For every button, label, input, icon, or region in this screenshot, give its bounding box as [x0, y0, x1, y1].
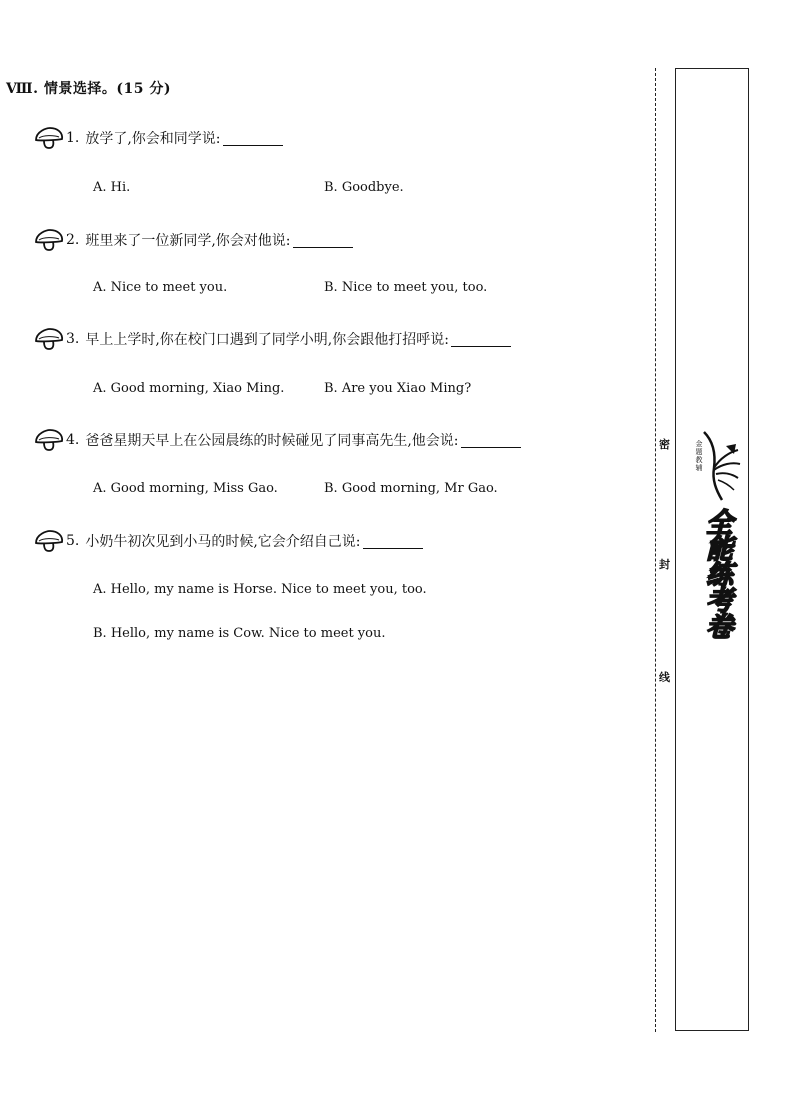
question-prompt: 小奶牛初次见到小马的时候,它会介绍自己说:: [85, 534, 361, 550]
question-number: 4.: [66, 432, 80, 448]
mushroom-icon: [34, 229, 64, 251]
section-title: Ⅷ. 情景选择。(15 分): [6, 81, 171, 97]
option-b[interactable]: B. Nice to meet you, too.: [324, 280, 488, 295]
margin-label-mi: 密: [659, 438, 670, 451]
question-2: [34, 228, 353, 252]
option-b[interactable]: B. Goodbye.: [324, 180, 404, 195]
question-4: [34, 428, 521, 452]
question-number: 2.: [66, 232, 80, 248]
option-a[interactable]: A. Hello, my name is Horse. Nice to meet you, too.: [93, 582, 427, 597]
option-a[interactable]: A. Nice to meet you.: [93, 280, 228, 295]
question-prompt: 爸爸星期天早上在公园晨练的时候碰见了同事高先生,他会说:: [85, 433, 459, 449]
margin-label-xian: 线: [659, 671, 670, 684]
option-a[interactable]: A. Good morning, Miss Gao.: [93, 481, 278, 496]
binding-dashed-line: [655, 68, 656, 1032]
question-3: [34, 327, 511, 351]
question-prompt: 放学了,你会和同学说:: [85, 131, 221, 147]
answer-blank[interactable]: [223, 131, 283, 146]
answer-blank[interactable]: [461, 433, 521, 448]
option-a[interactable]: A. Hi.: [93, 180, 131, 195]
question-number: 3.: [66, 331, 80, 347]
brand-name: 全能练考卷: [701, 508, 732, 638]
mushroom-icon: [34, 530, 64, 552]
question-number: 1.: [66, 130, 80, 146]
margin-label-feng: 封: [659, 558, 670, 571]
option-b[interactable]: B. Are you Xiao Ming?: [324, 381, 472, 396]
option-b[interactable]: B. Good morning, Mr Gao.: [324, 481, 498, 496]
option-a[interactable]: A. Good morning, Xiao Ming.: [93, 381, 285, 396]
question-number: 5.: [66, 533, 80, 549]
answer-blank[interactable]: [293, 233, 353, 248]
option-b[interactable]: B. Hello, my name is Cow. Nice to meet you.: [93, 626, 386, 641]
book-logo-icon: [698, 428, 742, 508]
answer-blank[interactable]: [363, 534, 423, 549]
question-prompt: 早上上学时,你在校门口遇到了同学小明,你会跟他打招呼说:: [85, 332, 449, 348]
mushroom-icon: [34, 429, 64, 451]
question-prompt: 班里来了一位新同学,你会对他说:: [85, 233, 291, 249]
answer-blank[interactable]: [451, 332, 511, 347]
brand-small-text: 金题教辅: [695, 440, 703, 472]
mushroom-icon: [34, 127, 64, 149]
question-5: [34, 529, 423, 553]
question-1: [34, 126, 283, 150]
mushroom-icon: [34, 328, 64, 350]
